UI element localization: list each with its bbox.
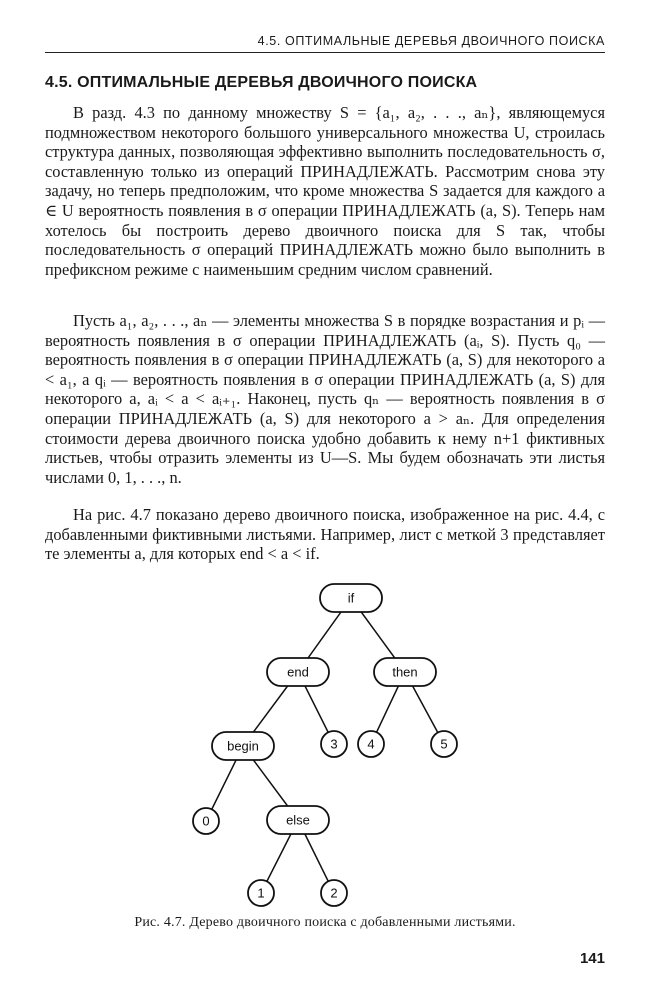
running-header: 4.5. ОПТИМАЛЬНЫЕ ДЕРЕВЬЯ ДВОИЧНОГО ПОИСКА [45,34,605,53]
tree-leaf-1 [248,880,274,906]
tree-node-if [320,584,382,612]
tree-node-else [267,806,329,834]
tree-leaf-1-label: 1 [257,885,265,901]
section-title: 4.5. ОПТИМАЛЬНЫЕ ДЕРЕВЬЯ ДВОИЧНОГО ПОИСКА [45,74,478,91]
tree-leaf-4-label: 4 [367,736,375,752]
figure-caption: Рис. 4.7. Дерево двоичного поиска с добавленными листьями. [134,915,516,930]
tree-leaf-2-label: 2 [330,885,338,901]
tree-leaf-2 [321,880,347,906]
paragraph-1 [45,103,605,279]
tree-node-if-label: if [347,590,355,606]
tree-node-else-label: else [286,812,310,828]
tree-node-end [267,658,329,686]
tree-node-then [374,658,436,686]
tree-leaf-5-label: 5 [440,736,448,752]
tree-node-begin-label: begin [227,738,259,754]
tree-node-then-label: then [392,664,418,680]
paragraph-3-text: На рис. 4.7 показано дерево двоичного поиска, изображенное на рис. 4.4, с добавленными фиктивными листьями. Например, лист с меткой 3 представляет те элементы a, для которых end < a < if. [45,505,605,564]
tree-node-end-label: end [287,664,309,680]
page-number: 141 [579,950,605,967]
paragraph-2 [45,311,605,487]
tree-leaf-5 [431,731,457,757]
tree-leaf-3 [321,731,347,757]
paragraph-1-text: В разд. 4.3 по данному множеству S = {a₁, a₂, . . ., aₙ}, являющемуся подмножеством некоторого большого универсального множества U, строилась структура данных, позволяющая эффективно выполнить последовательность σ, составленную только из операций ПРИНАДЛЕЖАТЬ. Рассмотрим снова эту задачу, но теперь предположим, что кроме множества S задается для каждого a ∈ U вероятность появления в σ операции ПРИНАДЛЕЖАТЬ (a, S). Теперь нам хотелось бы построить дерево двоичного поиска для S так, чтобы последовательность σ операций ПРИНАДЛЕЖАТЬ можно было выполнить в префиксном режиме с наименьшим средним числом сравнений. [45,103,605,279]
tree-leaf-3-label: 3 [330,736,338,752]
tree-leaf-0 [193,808,219,834]
paragraph-3 [45,505,605,564]
paragraph-2-text: Пусть a₁, a₂, . . ., aₙ — элементы множества S в порядке возрастания и pᵢ — вероятность появления в σ операции ПРИНАДЛЕЖАТЬ (aᵢ, S). Пусть q₀ — вероятность появления в σ операции ПРИНАДЛЕЖАТЬ (a, S) для некоторого a < a₁, а qᵢ — вероятность появления в σ операции ПРИНАДЛЕЖАТЬ (a, S) для некоторого a, aᵢ < a < aᵢ₊₁. Наконец, пусть qₙ — вероятность появления в σ операции ПРИНАДЛЕЖАТЬ (a, S) для некоторого a > aₙ. Для определения стоимости дерева двоичного поиска удобно добавить к нему n+1 фиктивных листьев, чтобы отразить элементы из U—S. Мы будем обозначать эти листья числами 0, 1, . . ., n. [45,311,605,487]
tree-leaf-0-label: 0 [202,813,210,829]
binary-search-tree-figure [0,575,650,910]
tree-leaf-4 [358,731,384,757]
tree-node-begin [212,732,274,760]
